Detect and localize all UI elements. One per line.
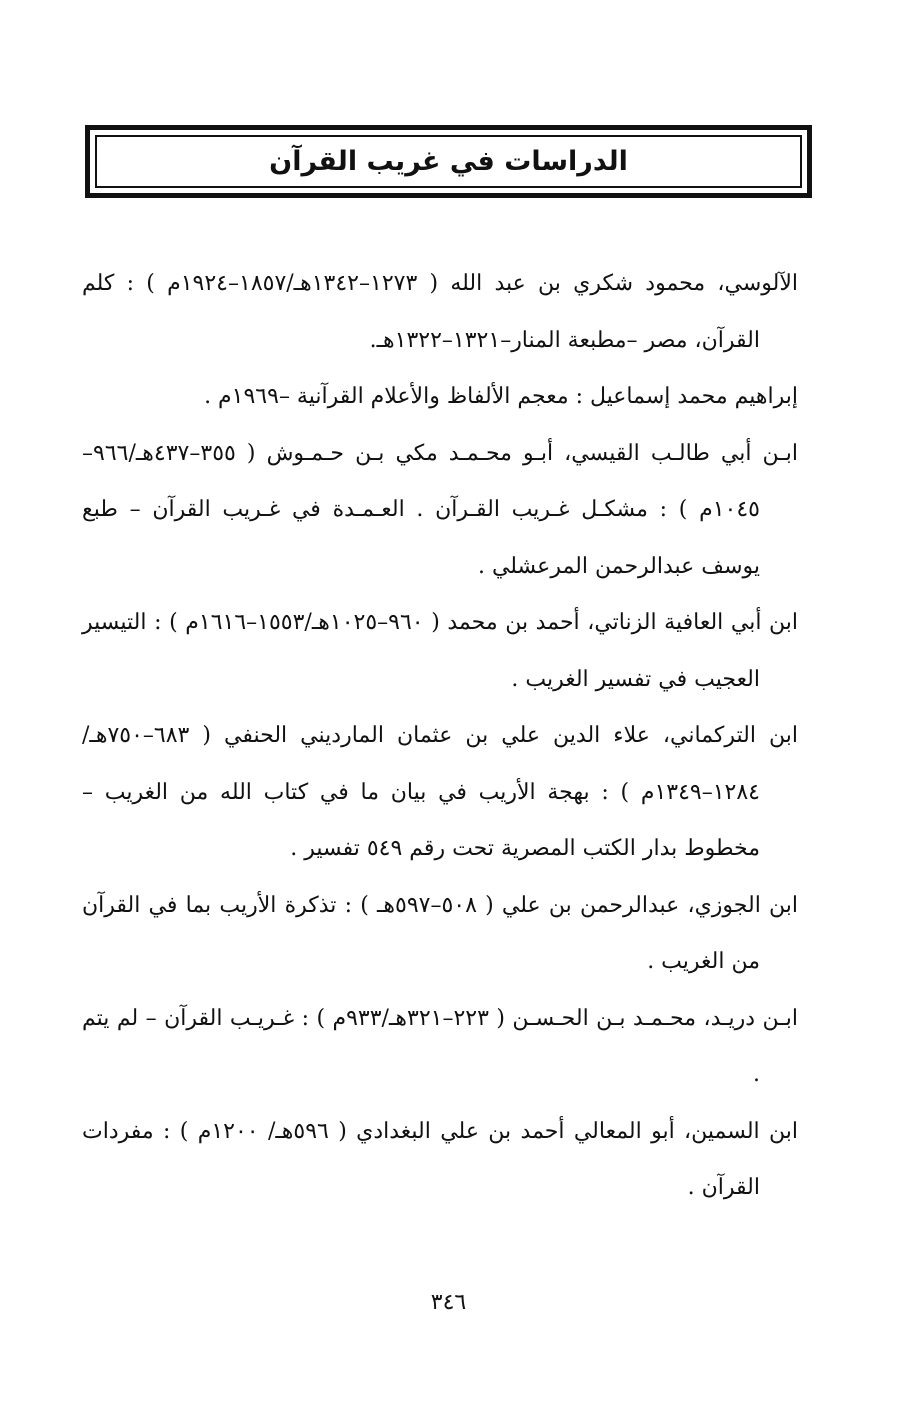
bibliography-entry-samin: ابن السمين، أبو المعالي أحمد بن علي البغدادي ( ٥٩٦هـ/ ١٢٠٠م ) : مفردات القرآن . <box>82 1118 798 1200</box>
bibliography-entry-ibrahim: إبراهيم محمد إسماعيل : معجم الألفاظ والأعلام القرآنية –١٩٦٩م . <box>204 384 798 409</box>
bibliography-entry-turkmani: ابن التركماني، علاء الدين علي بن عثمان المارديني الحنفي ( ٦٨٣–٧٥٠هـ/ ١٢٨٤–١٣٤٩م ) : بهجة الأريب في بيان ما في كتاب الله من الغريب – مخطوط بدار الكتب المصرية تحت رقم ٥٤٩ تفسير . <box>82 723 798 861</box>
bibliography-entry-makki: ابـن أبي طالـب القيسي، أبـو محـمـد مكي بـن حـمـوش ( ٣٥٥–٤٣٧هـ/٩٦٦–١٠٤٥م ) : مشكـل غـريب القـرآن . العـمـدة في غـريب القرآن – طبع يوسف عبدالرحمن المرعشلي . <box>82 440 798 579</box>
section-title-frame <box>85 125 812 198</box>
page-number: ٣٤٦ <box>430 1290 467 1315</box>
bibliography-entry-alusi: الآلوسي، محمود شكري بن عبد الله ( ١٢٧٣–١٣٤٢هـ/١٨٥٧–١٩٢٤م ) : كلم القرآن، مصر –مطبعة المنار–١٣٢١–١٣٢٢هـ. <box>82 271 798 353</box>
bibliography-list <box>82 256 798 1217</box>
section-title: الدراسات في غريب القرآن <box>269 146 628 177</box>
bibliography-entry-durayd: ابـن دريـد، محـمـد بـن الحـسـن ( ٢٢٣–٣٢١هـ/٩٣٣م ) : غـريـب القرآن – لم يتم . <box>82 1005 798 1087</box>
bibliography-entry-zanati: ابن أبي العافية الزناتي، أحمد بن محمد ( ٩٦٠–١٠٢٥هـ/١٥٥٣–١٦١٦م ) : التيسير العجيب في تفسير الغريب . <box>82 610 798 692</box>
bibliography-entry-jawzi: ابن الجوزي، عبدالرحمن بن علي ( ٥٠٨–٥٩٧هـ ) : تذكرة الأريب بما في القرآن من الغريب . <box>82 892 798 974</box>
section-title-inner-frame <box>95 135 802 188</box>
